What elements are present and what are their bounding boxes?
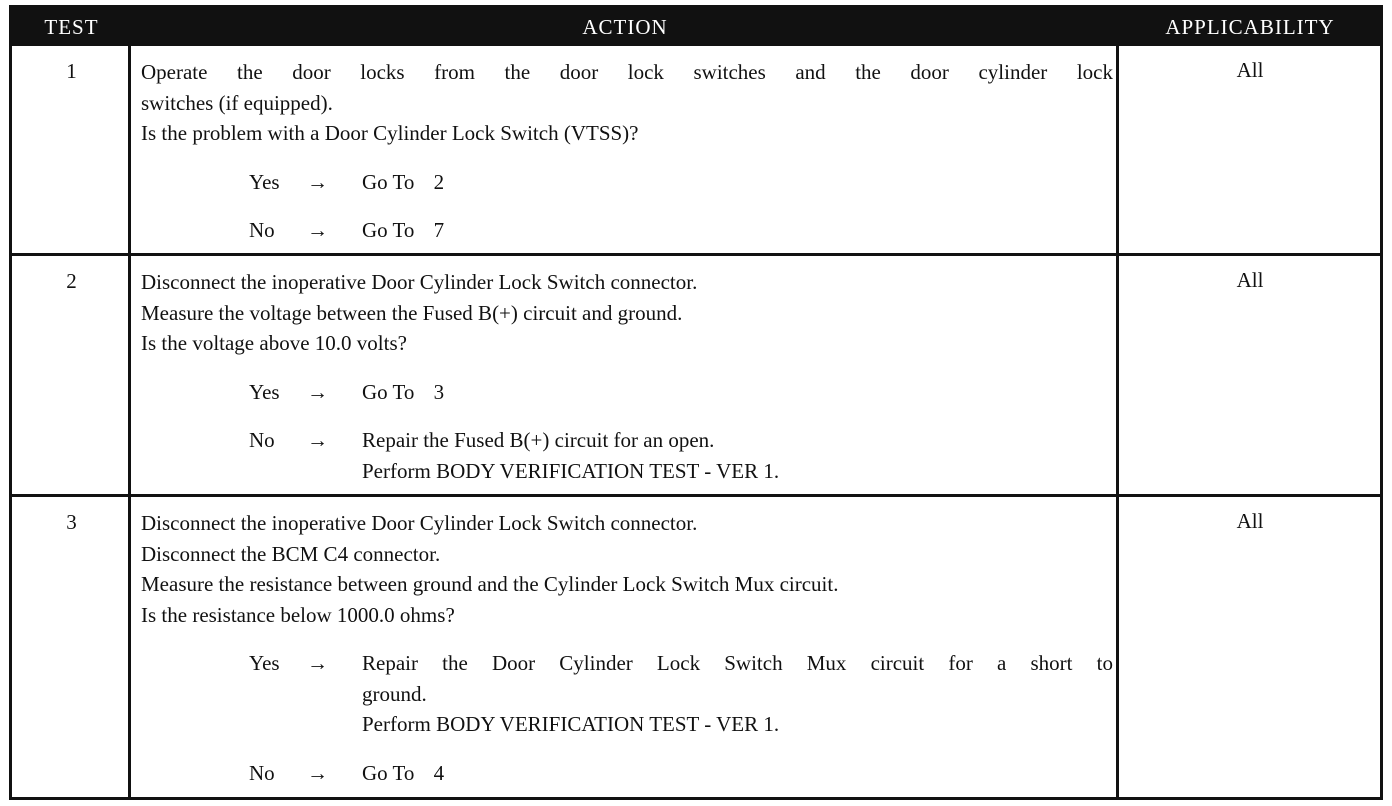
arrow-icon: → bbox=[307, 218, 328, 242]
header-applicability: APPLICABILITY bbox=[1165, 15, 1335, 39]
no-label: No bbox=[249, 428, 275, 452]
test-number: 2 bbox=[66, 269, 77, 293]
no-label: No bbox=[249, 218, 275, 242]
no-option bbox=[141, 758, 1113, 789]
action-line: Is the voltage above 10.0 volts? bbox=[141, 331, 407, 355]
action-line: Measure the voltage between the Fused B(+) circuit and ground. bbox=[141, 300, 683, 325]
no-label: No bbox=[249, 760, 275, 785]
answer-options bbox=[141, 167, 1113, 246]
yes-label: Yes bbox=[249, 379, 280, 404]
action-line: Is the resistance below 1000.0 ohms? bbox=[141, 602, 455, 627]
go-to-step bbox=[362, 377, 1113, 408]
action-line: switches (if equipped). bbox=[141, 90, 333, 115]
action-line: Is the problem with a Door Cylinder Lock Switch (VTSS)? bbox=[141, 121, 639, 145]
result-line: Perform BODY VERIFICATION TEST - VER 1. bbox=[362, 458, 780, 483]
table-row bbox=[12, 497, 1380, 800]
action-cell bbox=[141, 508, 1113, 788]
test-number: 1 bbox=[66, 59, 77, 83]
result-text bbox=[362, 425, 1113, 486]
result-line: Perform BODY VERIFICATION TEST - VER 1. bbox=[362, 712, 780, 736]
arrow-icon: → bbox=[307, 169, 328, 194]
yes-label: Yes bbox=[249, 651, 280, 675]
arrow-icon: → bbox=[307, 379, 328, 404]
header-test: TEST bbox=[44, 15, 99, 39]
step-number: 2 bbox=[433, 169, 445, 194]
result-line: Repair the Door Cylinder Lock Switch Mux circuit for a short to bbox=[362, 651, 1113, 675]
table-row bbox=[12, 46, 1380, 253]
yes-option bbox=[141, 377, 1113, 408]
diagnostic-table bbox=[9, 5, 1383, 800]
answer-options bbox=[141, 377, 1113, 487]
table-header bbox=[12, 8, 1380, 46]
applicability-value: All bbox=[1236, 268, 1264, 292]
go-to-step bbox=[362, 167, 1113, 198]
action-line: Disconnect the inoperative Door Cylinder Lock Switch connector. bbox=[141, 270, 698, 294]
arrow-icon: → bbox=[307, 428, 328, 452]
applicability-value: All bbox=[1236, 509, 1264, 533]
result-line: Repair the Fused B(+) circuit for an open. bbox=[362, 428, 715, 452]
no-option bbox=[141, 425, 1113, 486]
action-cell bbox=[141, 57, 1113, 246]
action-line: Operate the door locks from the door lock switches and the door cylinder lock bbox=[141, 60, 1113, 84]
header-action: ACTION bbox=[582, 15, 668, 39]
yes-option bbox=[141, 648, 1113, 740]
applicability-value: All bbox=[1236, 58, 1264, 82]
go-to-label: Go To bbox=[362, 169, 415, 194]
table-row bbox=[12, 256, 1380, 494]
action-line: Disconnect the inoperative Door Cylinder Lock Switch connector. bbox=[141, 511, 698, 535]
go-to-step bbox=[362, 215, 1113, 246]
result-line: ground. bbox=[362, 681, 427, 706]
go-to-label: Go To bbox=[362, 379, 415, 404]
action-line: Disconnect the BCM C4 connector. bbox=[141, 541, 441, 566]
result-text bbox=[362, 648, 1113, 740]
yes-option bbox=[141, 167, 1113, 198]
step-number: 3 bbox=[433, 379, 445, 404]
arrow-icon: → bbox=[307, 651, 328, 675]
step-number: 7 bbox=[433, 218, 445, 242]
action-line: Measure the resistance between ground and the Cylinder Lock Switch Mux circuit. bbox=[141, 572, 839, 596]
arrow-icon: → bbox=[307, 760, 328, 785]
action-cell bbox=[141, 267, 1113, 486]
yes-label: Yes bbox=[249, 169, 280, 194]
no-option bbox=[141, 215, 1113, 246]
test-number: 3 bbox=[66, 510, 77, 534]
go-to-label: Go To bbox=[362, 218, 415, 242]
go-to-label: Go To bbox=[362, 760, 415, 785]
answer-options bbox=[141, 648, 1113, 788]
step-number: 4 bbox=[433, 760, 445, 785]
go-to-step bbox=[362, 758, 1113, 789]
